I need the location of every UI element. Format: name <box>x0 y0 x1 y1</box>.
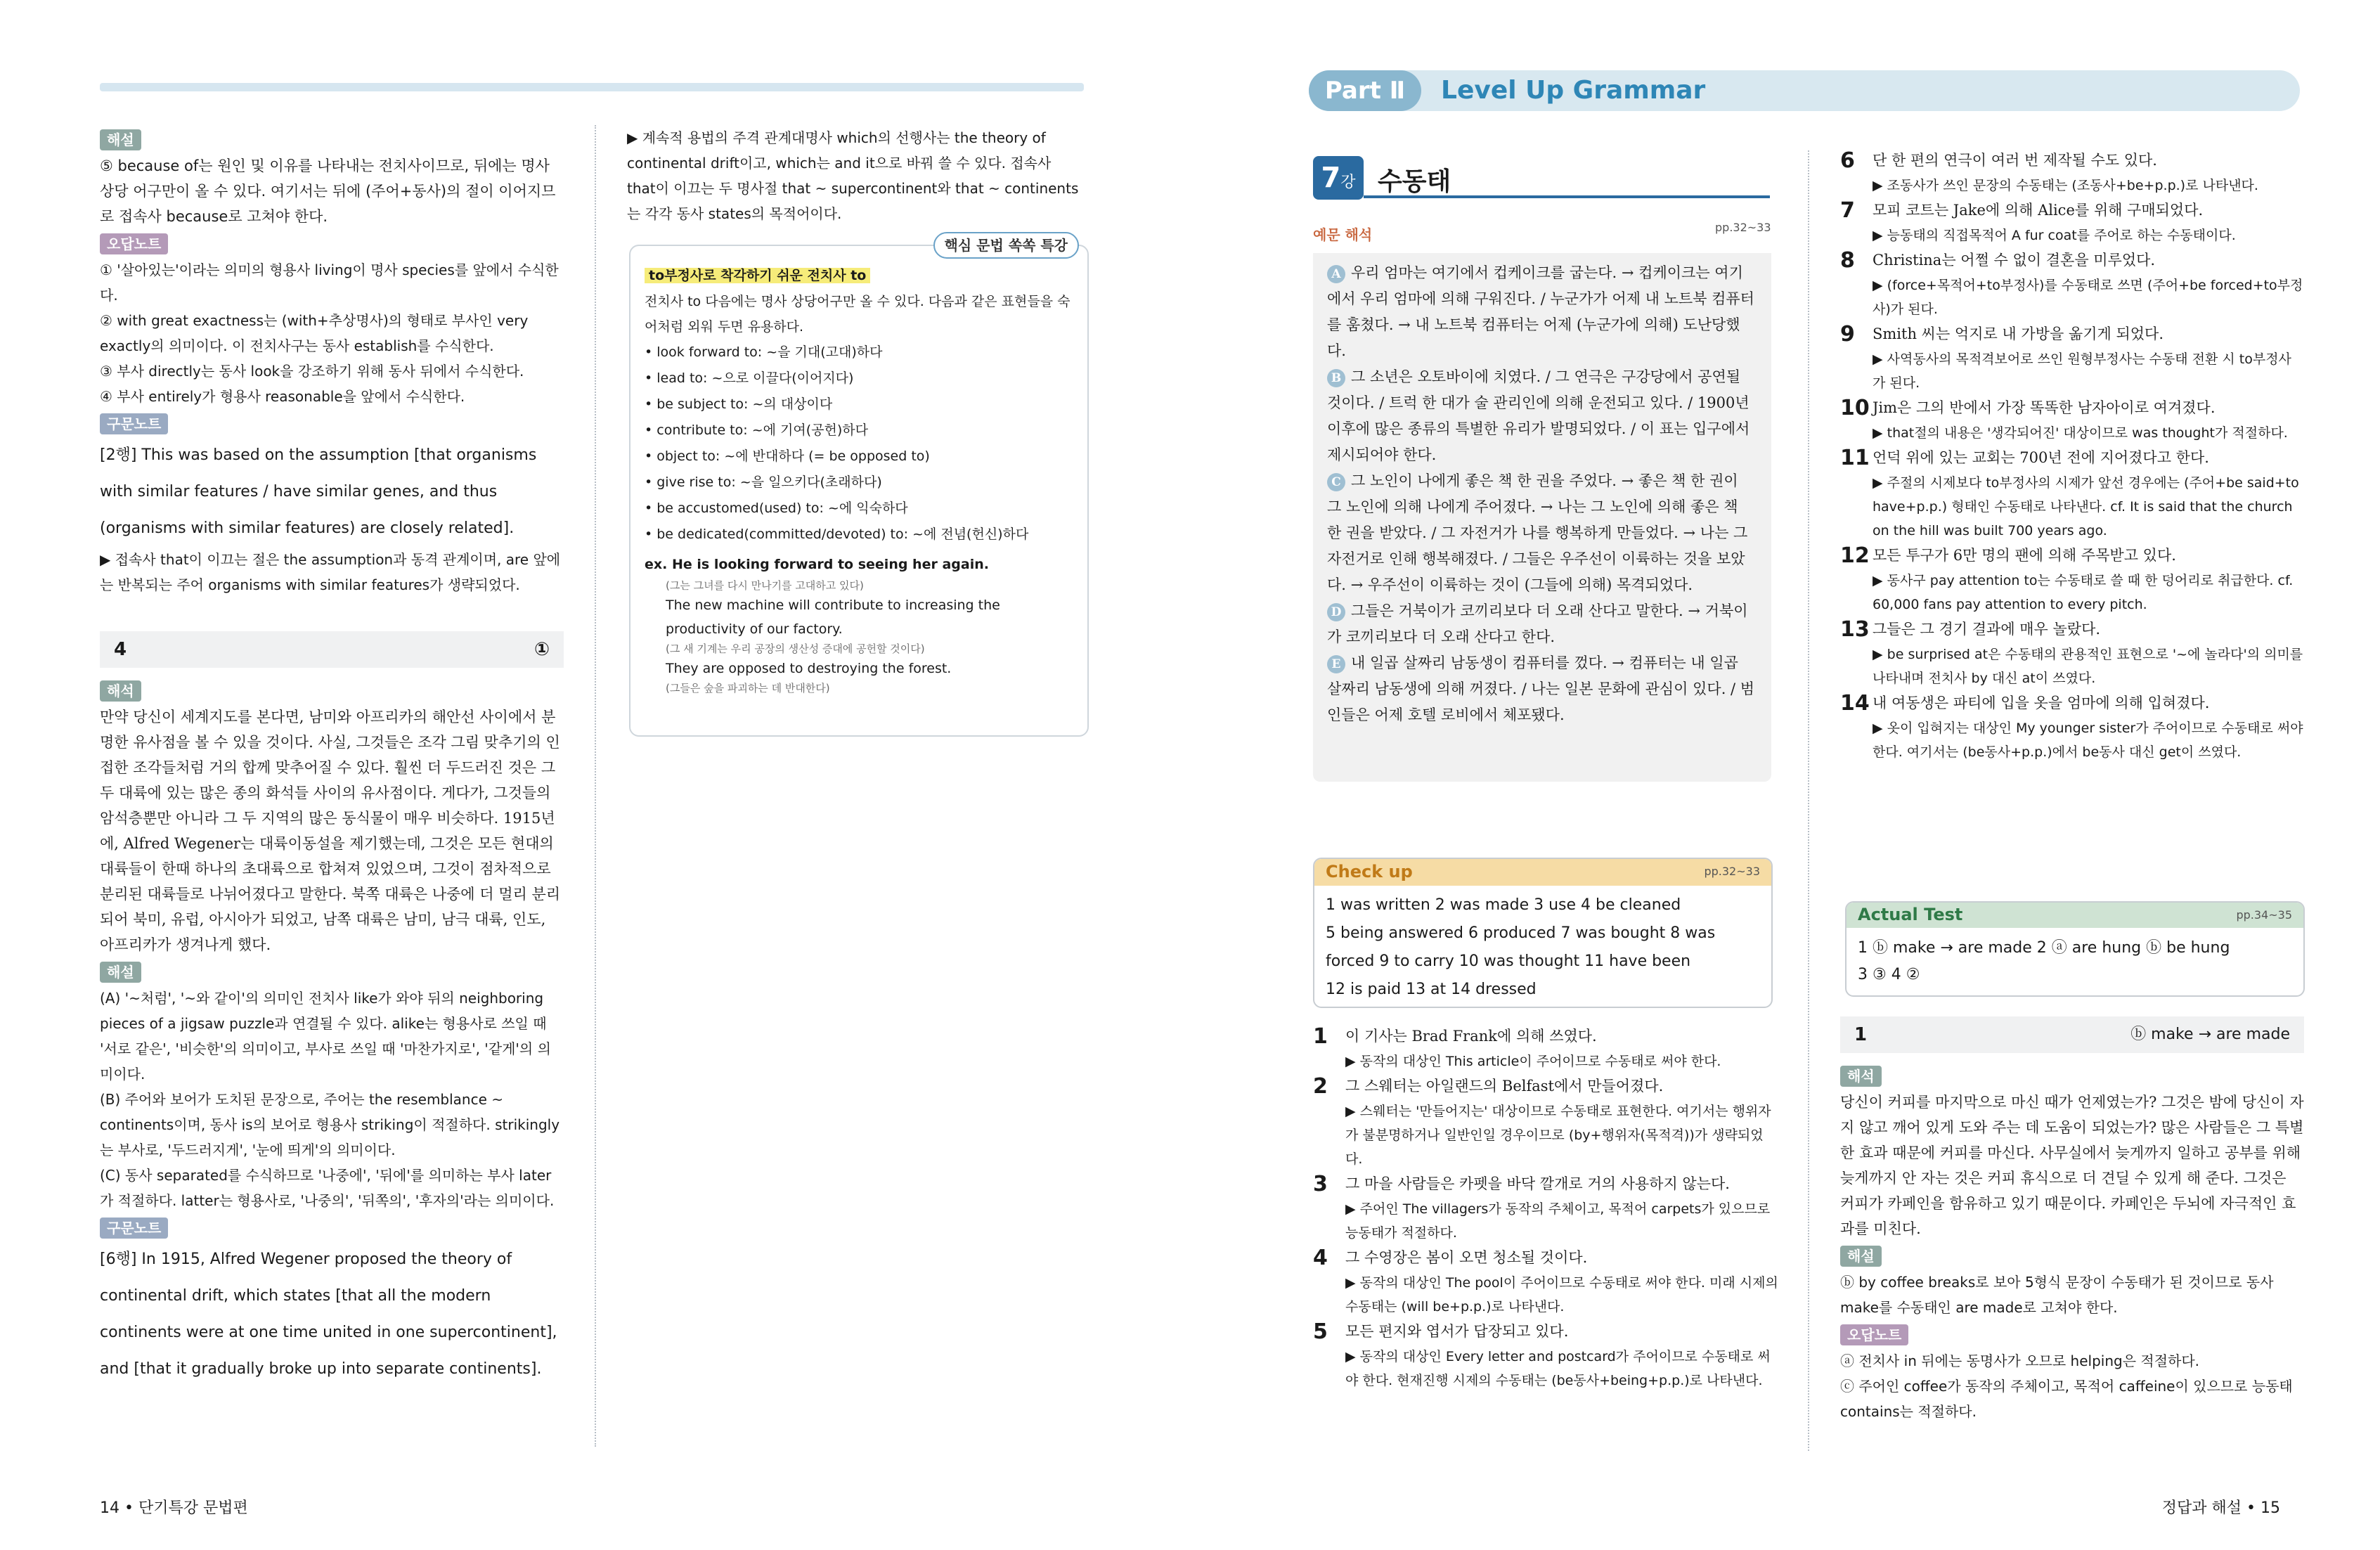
mark-a: A <box>1327 265 1345 283</box>
lesson-pages: pp.32~33 <box>1715 221 1771 234</box>
item-number: 1 <box>1313 1024 1328 1049</box>
check-line: 5 being answered 6 produced 7 was bought 8 was <box>1326 924 1716 942</box>
mark-e: E <box>1327 655 1345 673</box>
right-column <box>1840 148 2304 764</box>
example-translation-box <box>1313 253 1771 782</box>
check-up-answers <box>1326 891 1761 1004</box>
question-number: 4 <box>114 639 127 660</box>
item-number: 13 <box>1840 617 1870 642</box>
hint-item: • be subject to: ~의 대상이다 <box>645 396 833 412</box>
question-number: 1 <box>1854 1024 1868 1045</box>
example-list <box>1327 260 1756 728</box>
list-item <box>1840 148 2304 198</box>
check-line: 1 was written 2 was made 3 use 4 be cleaned <box>1326 896 1681 914</box>
wrong-note-1: ① '살아있는'이라는 의미의 형용사 living이 명사 species를 앞에서 수식한다. <box>100 261 559 304</box>
item-note: ▶ 옷이 입혀지는 대상인 My younger sister가 주어이므로 수동태로 써야 한다. 여기서는 (be동사+p.p.)에서 be동사 대신 get이 쓰였다. <box>1873 721 2303 760</box>
tag-syntax-note: 구문노트 <box>100 413 168 434</box>
question-answer: ⓑ make → are made <box>2130 1026 2290 1043</box>
tag-explanation-2: 해설 <box>100 962 141 983</box>
check-up-explanations <box>1313 1023 1778 1393</box>
item-translation: Christina는 어쩔 수 없이 결혼을 미루었다. <box>1873 252 2156 269</box>
example-1: ex. He is looking forward to seeing her again. <box>645 557 989 572</box>
lesson-header <box>1313 156 1770 200</box>
hint-item: • look forward to: ~을 기대(고대)하다 <box>645 344 883 360</box>
item-translation: 언덕 위에 있는 교회는 700년 전에 지어졌다고 한다. <box>1873 449 2209 466</box>
item-translation: 모든 투구가 6만 명의 팬에 의해 주목받고 있다. <box>1873 547 2176 564</box>
item-note: ▶ 주어인 The villagers가 동작의 주체이고, 목적어 carpets가 있으므로 능동태가 적절하다. <box>1345 1201 1771 1241</box>
list-item <box>1840 543 2304 616</box>
hint-item: • object to: ~에 반대하다 (= be opposed to) <box>645 448 930 464</box>
item-note: ▶ 조동사가 쓰인 문장의 수동태는 (조동사+be+p.p.)로 나타낸다. <box>1873 178 2258 193</box>
list-item <box>1840 198 2304 247</box>
example-item-b <box>1327 364 1756 468</box>
tag-syntax-note-2: 구문노트 <box>100 1218 168 1239</box>
explanation-c: (C) 동사 separated를 수식하므로 '나중에', '뒤에'를 의미하는 부사 later가 적절하다. latter는 형용사로, '나중의', '뒤쪽의', '후자의'라는 의미이다. <box>100 1167 555 1209</box>
wrong-note-a: ⓐ 전치사 in 뒤에는 동명사가 오므로 helping은 적절하다. <box>1840 1352 2200 1369</box>
item-number: 8 <box>1840 248 1855 273</box>
example-item-d <box>1327 598 1756 650</box>
hint-item: • contribute to: ~에 기여(공헌)하다 <box>645 422 868 438</box>
list-item <box>1840 321 2304 395</box>
list-item <box>1313 1073 1778 1171</box>
syntax-sentence: [2행] This was based on the assumption [that organisms with similar features / have similar genes, and thus (organisms with similar features) are closely related]. <box>100 446 537 537</box>
item-note: ▶ be surprised at은 수동태의 관용적인 표현으로 '~에 놀라다'의 의미를 나타내며 전치사 by 대신 at이 쓰였다. <box>1873 647 2303 686</box>
column-divider-left <box>595 125 596 1447</box>
tag-explanation: 해설 <box>1840 1246 1882 1267</box>
item-number: 4 <box>1313 1246 1328 1270</box>
mark-c: C <box>1327 473 1345 491</box>
actual-test-title: Actual Test <box>1858 905 1963 924</box>
item-note: ▶ 동작의 대상인 The pool이 주어이므로 수동태로 써야 한다. 미래 시제의 수동태는 (will be+p.p.)로 나타낸다. <box>1345 1275 1778 1315</box>
tag-wrong-note: 오답노트 <box>1840 1324 1908 1345</box>
tag-explanation: 해설 <box>100 129 141 150</box>
part-title: Level Up Grammar <box>1441 76 1706 105</box>
explanation-a: (A) '~처럼', '~와 같이'의 의미인 전치사 like가 와야 뒤의 neighboring pieces of a jigsaw puzzle과 연결될 수 있다. alike는 형용사로 쓰일 때 '서로 같은', '비슷한'의 의미이고, 부사로 쓰일 때 '마찬가지로', '같게'의 의미이다. <box>100 990 551 1083</box>
actual-test-pages: pp.34~35 <box>2236 908 2292 922</box>
relative-pronoun-note: ▶ 계속적 용법의 주격 관계대명사 which의 선행사는 the theory of continental drift이고, which는 and it으로 바꿔 쓸 수 있다. 접속사 that이 이끄는 두 명사절 that ~ supercontinent와 that ~ continents는 각각 동사 states의 목적어이다. <box>627 129 1079 222</box>
actual-test-box <box>1845 901 2305 997</box>
lesson-title: 수동태 <box>1378 167 1451 196</box>
wrong-note-3: ③ 부사 directly는 동사 look을 강조하기 위해 동사 뒤에서 수식한다. <box>100 363 524 380</box>
item-translation: 그 스웨터는 아일랜드의 Belfast에서 만들어졌다. <box>1345 1078 1664 1094</box>
item-translation: 그 마을 사람들은 카펫을 바닥 깔개로 거의 사용하지 않는다. <box>1345 1175 1730 1192</box>
hint-item: • give rise to: ~을 일으키다(초래하다) <box>645 474 882 490</box>
actual-test-explanation <box>1840 1009 2304 1424</box>
list-item <box>1313 1023 1778 1073</box>
item-translation: 그들은 그 경기 결과에 매우 놀랐다. <box>1873 621 2101 638</box>
list-item <box>1840 616 2304 690</box>
syntax-note: ▶ 접속사 that이 이끄는 절은 the assumption과 동격 관계이며, are 앞에는 반복되는 주어 organisms with similar features가 생략되었다. <box>100 551 561 593</box>
item-number: 6 <box>1840 148 1855 173</box>
example-item-a <box>1327 260 1756 364</box>
left-column <box>100 125 564 1388</box>
question-4-header <box>100 631 564 668</box>
item-note: ▶ 스웨터는 '만들어지는' 대상이므로 수동태로 표현한다. 여기서는 행위자가 불분명하거나 일반인일 경우이므로 (by+행위자(목적격))가 생략되었다. <box>1345 1104 1771 1167</box>
hint-title: 핵심 문법 쏙쏙 특강 <box>933 232 1079 259</box>
hint-item: • be dedicated(committed/devoted) to: ~에 전념(헌신)하다 <box>645 527 1029 542</box>
check-up-box <box>1313 858 1773 1008</box>
hint-content <box>645 263 1073 696</box>
item-number: 10 <box>1840 396 1870 420</box>
example-label: 예문 해석 <box>1313 226 1373 243</box>
column-divider-right <box>1808 150 1809 1451</box>
item-note: ▶ 사역동사의 목적격보어로 쓰인 원형부정사는 수동태 전환 시 to부정사가 된다. <box>1873 351 2291 391</box>
example-2: The new machine will contribute to increasing the productivity of our factory. <box>666 598 1000 637</box>
actual-q1-header <box>1840 1016 2304 1053</box>
item-note: ▶ that절의 내용은 '생각되어진' 대상이므로 was thought가 적절하다. <box>1873 425 2288 441</box>
translation-text: 만약 당신이 세계지도를 본다면, 남미와 아프리카의 해안선 사이에서 분명한 유사점을 볼 수 있을 것이다. 사실, 그것들은 조각 그림 맞추기의 인접한 조각들처럼 거의 합께 맞추어질 수 있다. 훨씬 더 두드러진 것은 그 두 대륙에 있는 많은 종의 화석들 사이의 유사점이다. 게다가, 그것들의 암석층뿐만 아니라 그 두 지역의 많은 동식물이 매우 비슷하다. 1915년에, Alfred Wegener는 대륙이동설을 제기했는데, 그것은 모든 현대의 대륙들이 한때 하나의 초대륙으로 합쳐져 있었으며, 그것이 점차적으로 분리된 대륙들로 나뉘어졌다고 말한다. 북쪽 대륙은 나중에 더 멀리 분리되어 북미, 유럽, 아시아가 되었고, 남쪽 대륙은 남미, 남극 대륙, 인도, 아프리카가 생겨나게 했다. <box>100 709 561 953</box>
item-translation: 그 수영장은 봄이 오면 청소될 것이다. <box>1345 1249 1588 1266</box>
example-3-translation: (그들은 숲을 파괴하는 데 반대한다) <box>666 682 830 695</box>
list-item <box>1840 445 2304 543</box>
example-d-text: 그들은 거북이가 코끼리보다 더 오래 산다고 말한다. → 거북이가 코끼리보다 더 오래 산다고 한다. <box>1327 602 1748 645</box>
list-item <box>1313 1245 1778 1319</box>
item-translation: 이 기사는 Brad Frank에 의해 쓰였다. <box>1345 1028 1597 1045</box>
mark-d: D <box>1327 603 1345 621</box>
explanation-text: ⓑ by coffee breaks로 보아 5형식 문장이 수동태가 된 것이므로 동사 make를 수동태인 are made로 고쳐야 한다. <box>1840 1274 2274 1316</box>
hint-item: • lead to: ~으로 이끌다(이어지다) <box>645 370 854 386</box>
example-1-translation: (그는 그녀를 다시 만나기를 고대하고 있다) <box>666 579 864 592</box>
item-note: ▶ (force+목적어+to부정사)를 수동태로 쓰면 (주어+be forced+to부정사)가 된다. <box>1873 278 2303 317</box>
check-up-pages: pp.32~33 <box>1704 865 1760 878</box>
grammar-hint-box <box>629 237 1089 737</box>
item-translation: 모피 코트는 Jake에 의해 Alice를 위해 구매되었다. <box>1873 202 2204 219</box>
hint-item: • be accustomed(used) to: ~에 익숙하다 <box>645 500 908 516</box>
actual-line: 3 ③ 4 ② <box>1858 966 1920 983</box>
item-translation: 모든 편지와 엽서가 답장되고 있다. <box>1345 1323 1569 1340</box>
check-line: forced 9 to carry 10 was thought 11 have been <box>1326 952 1691 970</box>
wrong-note-c: ⓒ 주어인 coffee가 동작의 주체이고, 목적어 caffeine이 있으므로 능동태 contains는 적절하다. <box>1840 1378 2293 1420</box>
right-footer: 정답과 해설 • 15 <box>2161 1499 2280 1517</box>
item-number: 9 <box>1840 322 1855 347</box>
item-note: ▶ 능동태의 직접목적어 A fur coat를 주어로 하는 수동태이다. <box>1873 228 2236 243</box>
list-item <box>1840 247 2304 321</box>
item-translation: 내 여동생은 파티에 입을 옷을 엄마에 의해 입혀졌다. <box>1873 695 2210 711</box>
item-note: ▶ 동사구 pay attention to는 수동태로 쓸 때 한 덩어리로 취급한다. cf. 60,000 fans pay attention to every pitch. <box>1873 573 2294 612</box>
item-number: 2 <box>1313 1074 1328 1099</box>
tag-translation: 해석 <box>100 680 141 702</box>
part-pill: Part Ⅱ <box>1309 70 1421 111</box>
tag-translation: 해석 <box>1840 1066 1882 1087</box>
question-answer: ① <box>533 639 550 660</box>
item-note: ▶ 동작의 대상인 This article이 주어이므로 수동태로 써야 한다. <box>1345 1054 1721 1069</box>
explanation-b: (B) 주어와 보어가 도치된 문장으로, 주어는 the resemblance ~ continents이며, 동사 is의 보어로 형용사 striking이 적절하다. strikingly는 부사로, '두드러지게', '눈에 띄게'의 의미이다. <box>100 1091 560 1158</box>
middle-text <box>627 125 1084 226</box>
example-a-text: 우리 엄마는 여기에서 컵케이크를 굽는다. → 컵케이크는 여기에서 우리 엄마에 의해 구워진다. / 누군가가 어제 내 노트북 컴퓨터를 훔쳤다. → 내 노트북 컴퓨터는 어제 (누군가에 의해) 도난당했다. <box>1327 264 1754 359</box>
item-translation: Jim은 그의 반에서 가장 똑똑한 남자아이로 여겨졌다. <box>1873 399 2216 416</box>
item-number: 3 <box>1313 1172 1328 1196</box>
wrong-note-2: ② with great exactness는 (with+추상명사)의 형태로 부사인 very exactly의 의미이다. 이 전치사구는 동사 establish를 수식한다. <box>100 312 529 354</box>
example-e-text: 내 일곱 살짜리 남동생이 컴퓨터를 껐다. → 컴퓨터는 내 일곱 살짜리 남동생에 의해 꺼졌다. / 나는 일본 문화에 관심이 있다. / 범인들은 어제 호텔 로비에서 체포됐다. <box>1327 654 1755 723</box>
example-item-c <box>1327 468 1756 598</box>
explanation-text: ⑤ because of는 원인 및 이유를 나타내는 전치사이므로, 뒤에는 명사 상당 어구만이 올 수 있다. 여기서는 뒤에 (주어+동사)의 절이 이어지므로 접속사 because로 고쳐야 한다. <box>100 157 556 225</box>
check-up-header <box>1314 859 1771 886</box>
lesson-number-badge <box>1313 156 1364 200</box>
tag-wrong-note: 오답노트 <box>100 233 168 254</box>
item-translation: Smith 씨는 억지로 내 가방을 옮기게 되었다. <box>1873 325 2164 342</box>
item-number: 5 <box>1313 1319 1328 1344</box>
list-item <box>1840 690 2304 764</box>
item-number: 11 <box>1840 446 1870 470</box>
example-2-translation: (그 새 기계는 우리 공장의 생산성 증대에 공헌할 것이다) <box>666 642 925 655</box>
item-number: 12 <box>1840 543 1870 568</box>
left-footer: 14 • 단기특강 문법편 <box>100 1499 248 1517</box>
list-item <box>1840 395 2304 445</box>
item-note: ▶ 주절의 시제보다 to부정사의 시제가 앞선 경우에는 (주어+be said+to have+p.p.) 형태인 수동태로 나타낸다. cf. It is said that the church on the hill was built 700 years ago. <box>1873 475 2299 538</box>
actual-test-answers <box>1858 935 2294 988</box>
list-item <box>1313 1319 1778 1393</box>
mark-b: B <box>1327 369 1345 387</box>
wrong-note-4: ④ 부사 entirely가 형용사 reasonable을 앞에서 수식한다. <box>100 388 465 405</box>
translation-text: 당신이 커피를 마지막으로 마신 때가 언제였는가? 그것은 밤에 당신이 자지 않고 깨어 있게 도와 주는 데 도움이 되었는가? 많은 사람들은 그 특별한 효과 때문에 커피를 마신다. 사무실에서 늦게까지 일하고 공부를 위해 늦게까지 안 자는 것은 커피 휴식으로 더 견딜 수 있게 해 준다. 그것은 커피가 카페인을 함유하고 있기 때문이다. 카페인은 두뇌에 자극적인 효과를 미친다. <box>1840 1094 2304 1237</box>
item-number: 7 <box>1840 198 1855 223</box>
top-decor-bar <box>100 83 1084 91</box>
hint-heading: to부정사로 착각하기 쉬운 전치사 to <box>645 268 870 283</box>
item-translation: 단 한 편의 연극이 여러 번 제작될 수도 있다. <box>1873 152 2157 169</box>
example-c-text: 그 노인이 나에게 좋은 책 한 권을 주었다. → 좋은 책 한 권이 그 노인에 의해 나에게 주어졌다. → 나는 그 노인에 의해 좋은 책 한 권을 받았다. / 그 자전거가 나를 행복하게 만들었다. → 나는 그 자전거로 인해 행복해졌다. / 그들은 우주선이 이륙하는 것을 보았다. → 우주선이 이륙하는 것이 (그들에 의해) 목격되었다. <box>1327 472 1748 593</box>
hint-intro: 전치사 to 다음에는 명사 상당어구만 올 수 있다. 다음과 같은 표현들을 숙어처럼 외워 두면 유용하다. <box>645 294 1071 335</box>
check-up-title: Check up <box>1326 862 1413 881</box>
check-line: 12 is paid 13 at 14 dressed <box>1326 981 1537 998</box>
syntax-sentence-2: [6행] In 1915, Alfred Wegener proposed the theory of continental drift, which states [that all the modern continents were at one time united in one supercontinent], and [that it gradually broke up into separate continents]. <box>100 1251 557 1378</box>
example-b-text: 그 소년은 오토바이에 치였다. / 그 연극은 구강당에서 공연될 것이다. / 트럭 한 대가 술 관리인에 의해 운전되고 있다. / 1900년 이후에 많은 종류의 특별한 유리가 발명되었다. / 이 표는 입구에서 제시되어야 한다. <box>1327 368 1750 463</box>
example-3: They are opposed to destroying the forest. <box>666 661 952 676</box>
lesson-underline <box>1364 195 1770 198</box>
item-number: 14 <box>1840 691 1870 716</box>
list-item <box>1313 1171 1778 1245</box>
lesson-suffix: 강 <box>1340 174 1356 191</box>
actual-test-header <box>1847 903 2303 928</box>
actual-line: 1 ⓑ make → are made 2 ⓐ are hung ⓑ be hung <box>1858 939 2230 957</box>
lesson-number: 7 <box>1321 162 1341 194</box>
example-item-e <box>1327 650 1756 728</box>
item-note: ▶ 동작의 대상인 Every letter and postcard가 주어이므로 수동태로 써야 한다. 현재진행 시제의 수동태는 (be동사+being+p.p.)로 나타낸다. <box>1345 1349 1771 1388</box>
